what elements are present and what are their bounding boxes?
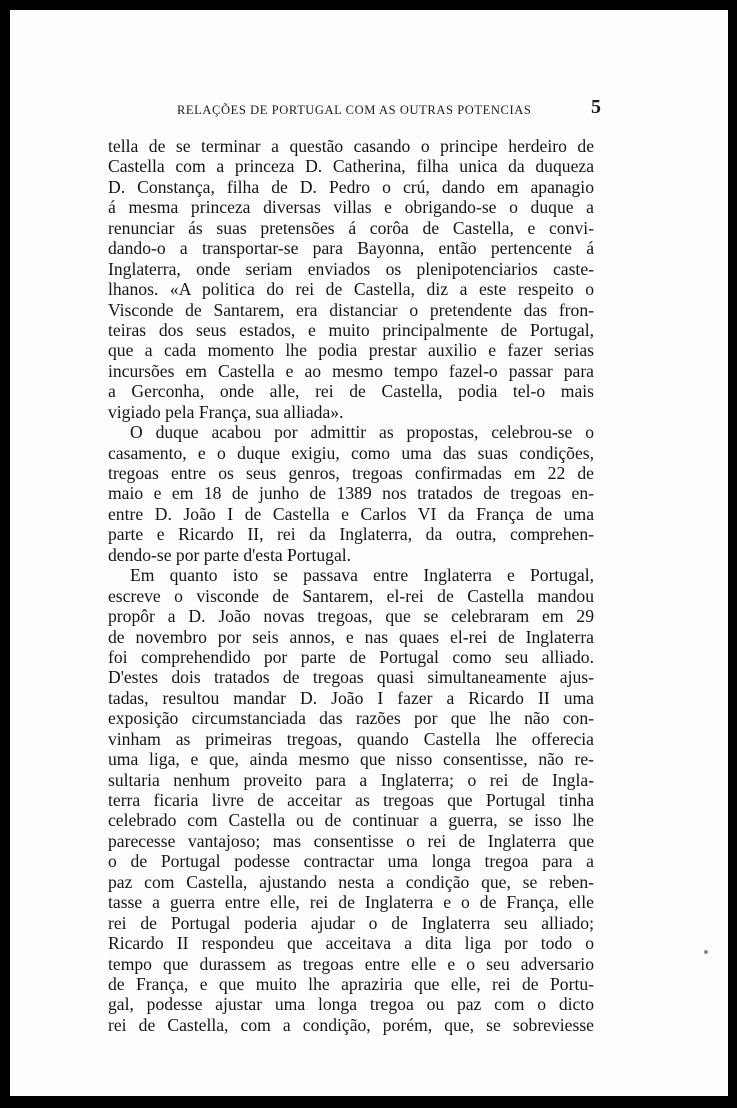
text-line: Visconde de Santarem, era distanciar o pretendente das fron- [108,299,594,320]
text-line: propôr a D. João novas tregoas, que se celebraram em 29 [108,606,594,627]
text-line: dando-o a transportar-se para Bayonna, então pertencente á [108,238,594,259]
text-line: parecesse vantajoso; mas consentisse o rei de Inglaterra que [108,830,594,851]
text-line: tregoas entre os seus genros, tregoas confirmadas em 22 de [108,463,594,483]
text-line: de novembro por seis annos, e nas quaes el-rei de Inglaterra [108,626,594,647]
text-line: tadas, resultou mandar D. João I fazer a Ricardo II uma [108,687,594,708]
text-line: tempo que durassem as tregoas entre elle e o seu adversario [108,953,594,974]
text-line: teiras dos seus estados, e muito principalmente de Portugal, [108,319,594,340]
text-line: á mesma princeza diversas villas e obrigando-se o duque a [108,197,594,218]
text-line: tella de se terminar a questão casando o principe herdeiro de [108,136,594,156]
text-line: rei de Portugal poderia ajudar o de Inglaterra seu alliado; [108,912,594,933]
page-number: 5 [591,96,601,118]
text-line: dendo-se por parte d'esta Portugal. [108,544,352,565]
text-line: Em quanto isto se passava entre Inglaterra e Portugal, [130,565,594,586]
text-line: uma liga, e que, ainda mesmo que nisso consentisse, não re- [108,749,594,770]
text-line: vinham as primeiras tregoas, quando Castella lhe offerecia [108,728,594,749]
text-line: celebrado com Castella ou de continuar a guerra, se isso lhe [108,810,594,831]
text-line: Castella com a princeza D. Catherina, filha unica da duqueza [108,156,594,177]
text-line: rei de Castella, com a condição, porém, que, se sobreviesse [108,1014,594,1035]
text-line: que a cada momento lhe podia prestar auxilio e fazer serias [108,340,594,361]
text-line: incursões em Castella e ao mesmo tempo fazel-o passar para [108,360,594,381]
text-line: renunciar ás suas pretensões á corôa de Castella, e convi- [108,217,594,238]
body-text [108,136,594,1035]
text-line: O duque acabou por admittir as propostas, celebrou-se o [130,422,594,443]
text-line: D'estes dois tratados de tregoas quasi simultaneamente ajus- [108,667,594,688]
text-line: Ricardo II respondeu que acceitava a dita liga por todo o [108,933,594,954]
text-line: gal, podesse ajustar uma longa tregoa ou paz com o dicto [108,994,594,1015]
text-line: Inglaterra, onde seriam enviados os plenipotenciarios caste- [108,258,594,279]
running-head: RELAÇÕES DE PORTUGAL COM AS OUTRAS POTENCIAS [177,103,532,117]
text-line: exposição circumstanciada das razões por que lhe não con- [108,708,594,729]
text-line: paz com Castella, ajustando nesta a condição que, se reben- [108,871,594,892]
text-line: maio e em 18 de junho de 1389 nos tratados de tregoas en- [108,483,594,504]
text-line: entre D. João I de Castella e Carlos VI da França de uma [108,503,594,524]
text-line: terra ficaria livre de acceitar as tregoas que Portugal tinha [108,790,594,810]
text-line: casamento, e o duque exigiu, como uma das suas condições, [108,442,594,463]
text-line: a Gerconha, onde alle, rei de Castella, podia tel-o mais [108,381,594,402]
text-line: lhanos. «A politica do rei de Castella, diz a este respeito o [108,279,594,300]
text-line: parte e Ricardo II, rei da Inglaterra, da outra, comprehen- [108,524,594,545]
text-line: foi comprehendido por parte de Portugal como seu alliado. [108,646,594,667]
text-line: de França, e que muito lhe apraziria que elle, rei de Portu- [108,973,594,994]
text-line: tasse a guerra entre elle, rei de Inglaterra e o de França, elle [108,892,594,913]
page-header [107,96,617,128]
text-line: D. Constança, filha de D. Pedro o crú, dando em apanagio [108,176,594,197]
text-line: escreve o visconde de Santarem, el-rei de Castella mandou [108,585,594,606]
text-line: o de Portugal podesse contractar uma longa tregoa para a [108,851,594,872]
text-line: vigiado pela França, sua alliada». [108,401,344,422]
text-line: sultaria nenhum proveito para a Inglaterra; o rei de Ingla- [108,769,594,790]
paper-speck [704,950,708,954]
book-page [10,10,728,1096]
